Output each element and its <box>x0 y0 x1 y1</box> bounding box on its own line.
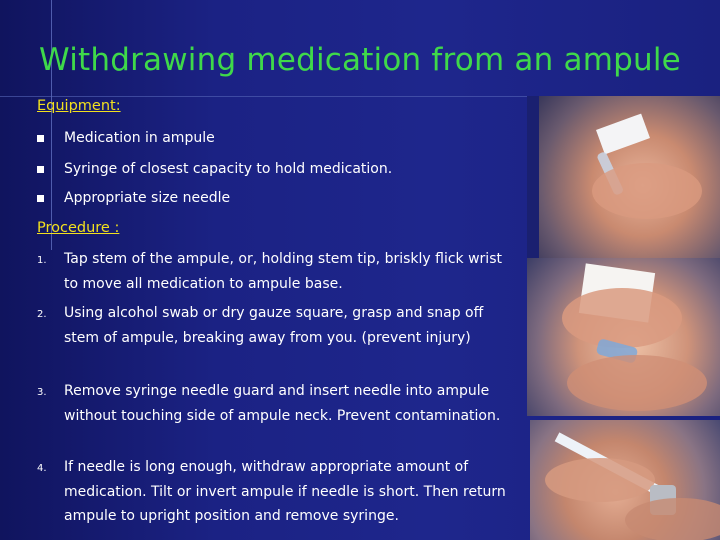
equipment-item-text: Medication in ampule <box>64 130 215 146</box>
equipment-item <box>37 190 230 206</box>
bullet-icon <box>37 195 44 202</box>
decorative-vertical-line <box>51 0 52 250</box>
equipment-item <box>37 161 392 177</box>
syringe-withdraw-illustration <box>530 420 720 540</box>
step-number: 2. <box>37 309 47 320</box>
photo-withdrawing-medication <box>530 420 720 540</box>
step-text: Remove syringe needle guard and insert needle into ampule without touching side of ampule neck. Prevent contamination. <box>64 383 501 424</box>
step-text: Using alcohol swab or dry gauze square, grasp and snap off stem of ampule, breaking away from you. (prevent injury) <box>64 305 484 346</box>
bullet-icon <box>37 166 44 173</box>
equipment-item <box>37 130 215 146</box>
photo-tapping-ampule <box>527 96 720 258</box>
step-number: 4. <box>37 463 47 474</box>
bullet-icon <box>37 135 44 142</box>
step-number: 1. <box>37 255 47 266</box>
procedure-heading: Procedure : <box>37 220 120 236</box>
equipment-heading: Equipment: <box>37 98 121 114</box>
slide-title: Withdrawing medication from an ampule <box>39 42 681 78</box>
step-number: 3. <box>37 387 47 398</box>
step-text: Tap stem of the ampule, or, holding stem tip, briskly flick wrist to move all medication to ampule base. <box>64 251 502 292</box>
equipment-item-text: Syringe of closest capacity to hold medication. <box>64 161 393 177</box>
photo-snapping-ampule <box>527 258 720 416</box>
ampule-tap-illustration <box>527 96 720 258</box>
equipment-item-text: Appropriate size needle <box>64 190 231 206</box>
ampule-snap-illustration <box>527 258 720 416</box>
step-text: If needle is long enough, withdraw appropriate amount of medication. Tilt or invert ampule if needle is short. Then return ampule to upright position and remove syringe. <box>64 459 506 524</box>
